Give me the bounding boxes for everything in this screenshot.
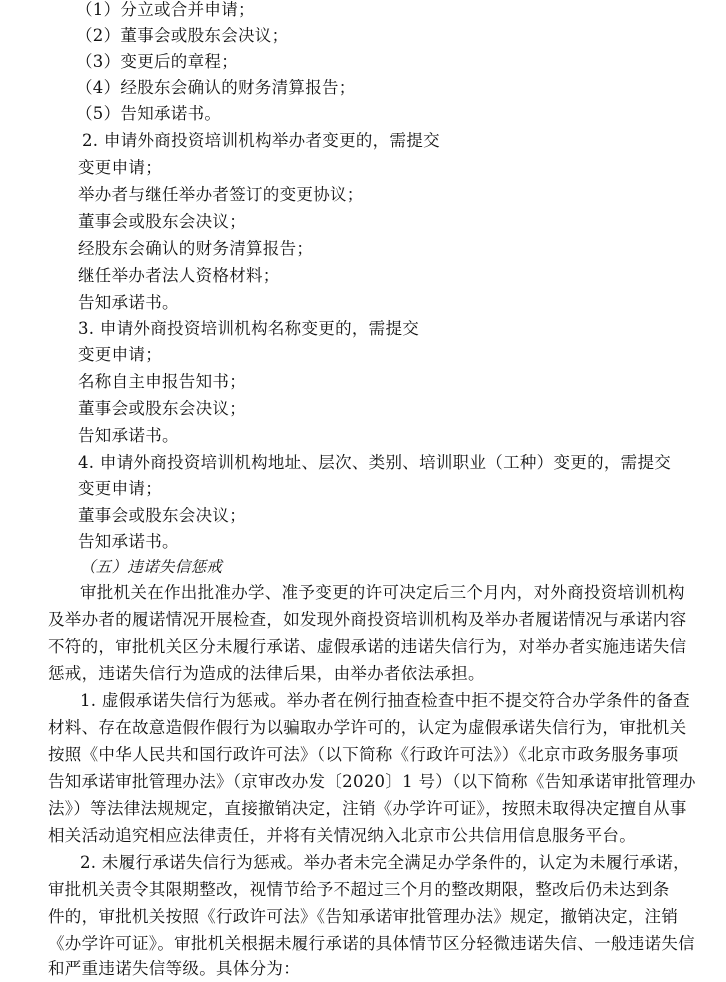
list-item: （3）变更后的章程； [76, 52, 238, 71]
list-item: 董事会或股东会决议； [78, 506, 246, 525]
list-item: （2）董事会或股东会决议； [76, 26, 289, 45]
section-heading: 4. 申请外商投资培训机构地址、层次、类别、培训职业（工种）变更的，需提交 [78, 453, 672, 472]
list-item: 经股东会确认的财务清算报告； [78, 239, 314, 258]
list-item: 变更申请； [78, 158, 162, 177]
section-heading: 2. 申请外商投资培训机构举办者变更的，需提交 [82, 131, 440, 150]
list-item: 继任举办者法人资格材料； [78, 266, 280, 285]
subsection-title: （五）违诺失信惩戒 [80, 558, 223, 576]
paragraph-line: 不符的，审批机关区分未履行承诺、虚假承诺的违诺失信行为，对举办者实施违诺失信 [48, 637, 687, 656]
list-item: （1）分立或合并申请； [76, 0, 255, 19]
paragraph-line: 1. 虚假承诺失信行为惩戒。举办者在例行抽查检查中拒不提交符合办学条件的备查 [80, 691, 690, 710]
paragraph-line: 件的，审批机关按照《行政许可法》《告知承诺审批管理办法》规定，撤销决定，注销 [48, 907, 679, 926]
list-item: 变更申请； [78, 479, 162, 498]
list-item: 变更申请； [78, 345, 162, 364]
paragraph-line: 告知承诺审批管理办法》（京审改办发〔2020〕1 号）（以下简称《告知承诺审批管理办 [48, 772, 696, 791]
list-item: 名称自主申报告知书； [78, 372, 246, 391]
paragraph-line: 相关活动追究相应法律责任，并将有关情况纳入北京市公共信用信息服务平台。 [48, 826, 636, 845]
paragraph-line: 《办学许可证》。审批机关根据未履行承诺的具体情节区分轻微违诺失信、一般违诺失信 [48, 934, 695, 953]
paragraph-line: 法》）等法律法规规定，直接撤销决定，注销《办学许可证》，按照未取得决定擅自从事 [48, 799, 687, 818]
paragraph-line: 审批机关责令其限期整改，视情节给予不超过三个月的整改期限，整改后仍未达到条 [48, 880, 670, 899]
list-item: 告知承诺书。 [78, 532, 179, 551]
list-item: （4）经股东会确认的财务清算报告； [76, 78, 356, 97]
paragraph-line: 及举办者的履诺情况开展检查，如发现外商投资培训机构及举办者履诺情况与承诺内容 [48, 610, 687, 629]
list-item: （5）告知承诺书。 [76, 104, 222, 123]
paragraph-line: 材料、存在故意造假作假行为以骗取办学许可的，认定为虚假承诺失信行为，审批机关 [48, 718, 687, 737]
list-item: 告知承诺书。 [78, 293, 179, 312]
list-item: 董事会或股东会决议； [78, 212, 246, 231]
paragraph-line: 惩戒，违诺失信行为造成的法律后果，由举办者依法承担。 [48, 664, 485, 683]
paragraph-line: 和严重违诺失信等级。具体分为： [48, 959, 300, 978]
section-heading: 3. 申请外商投资培训机构名称变更的，需提交 [78, 319, 420, 338]
list-item: 举办者与继任举办者签订的变更协议； [78, 185, 364, 204]
paragraph-line: 按照《中华人民共和国行政许可法》（以下简称《行政许可法》）《北京市政务服务事项 [48, 745, 679, 764]
paragraph-line: 审批机关在作出批准办学、准予变更的许可决定后三个月内，对外商投资培训机构 [80, 583, 685, 602]
paragraph-line: 2. 未履行承诺失信行为惩戒。举办者未完全满足办学条件的，认定为未履行承诺， [80, 853, 690, 872]
list-item: 董事会或股东会决议； [78, 399, 246, 418]
list-item: 告知承诺书。 [78, 426, 179, 445]
